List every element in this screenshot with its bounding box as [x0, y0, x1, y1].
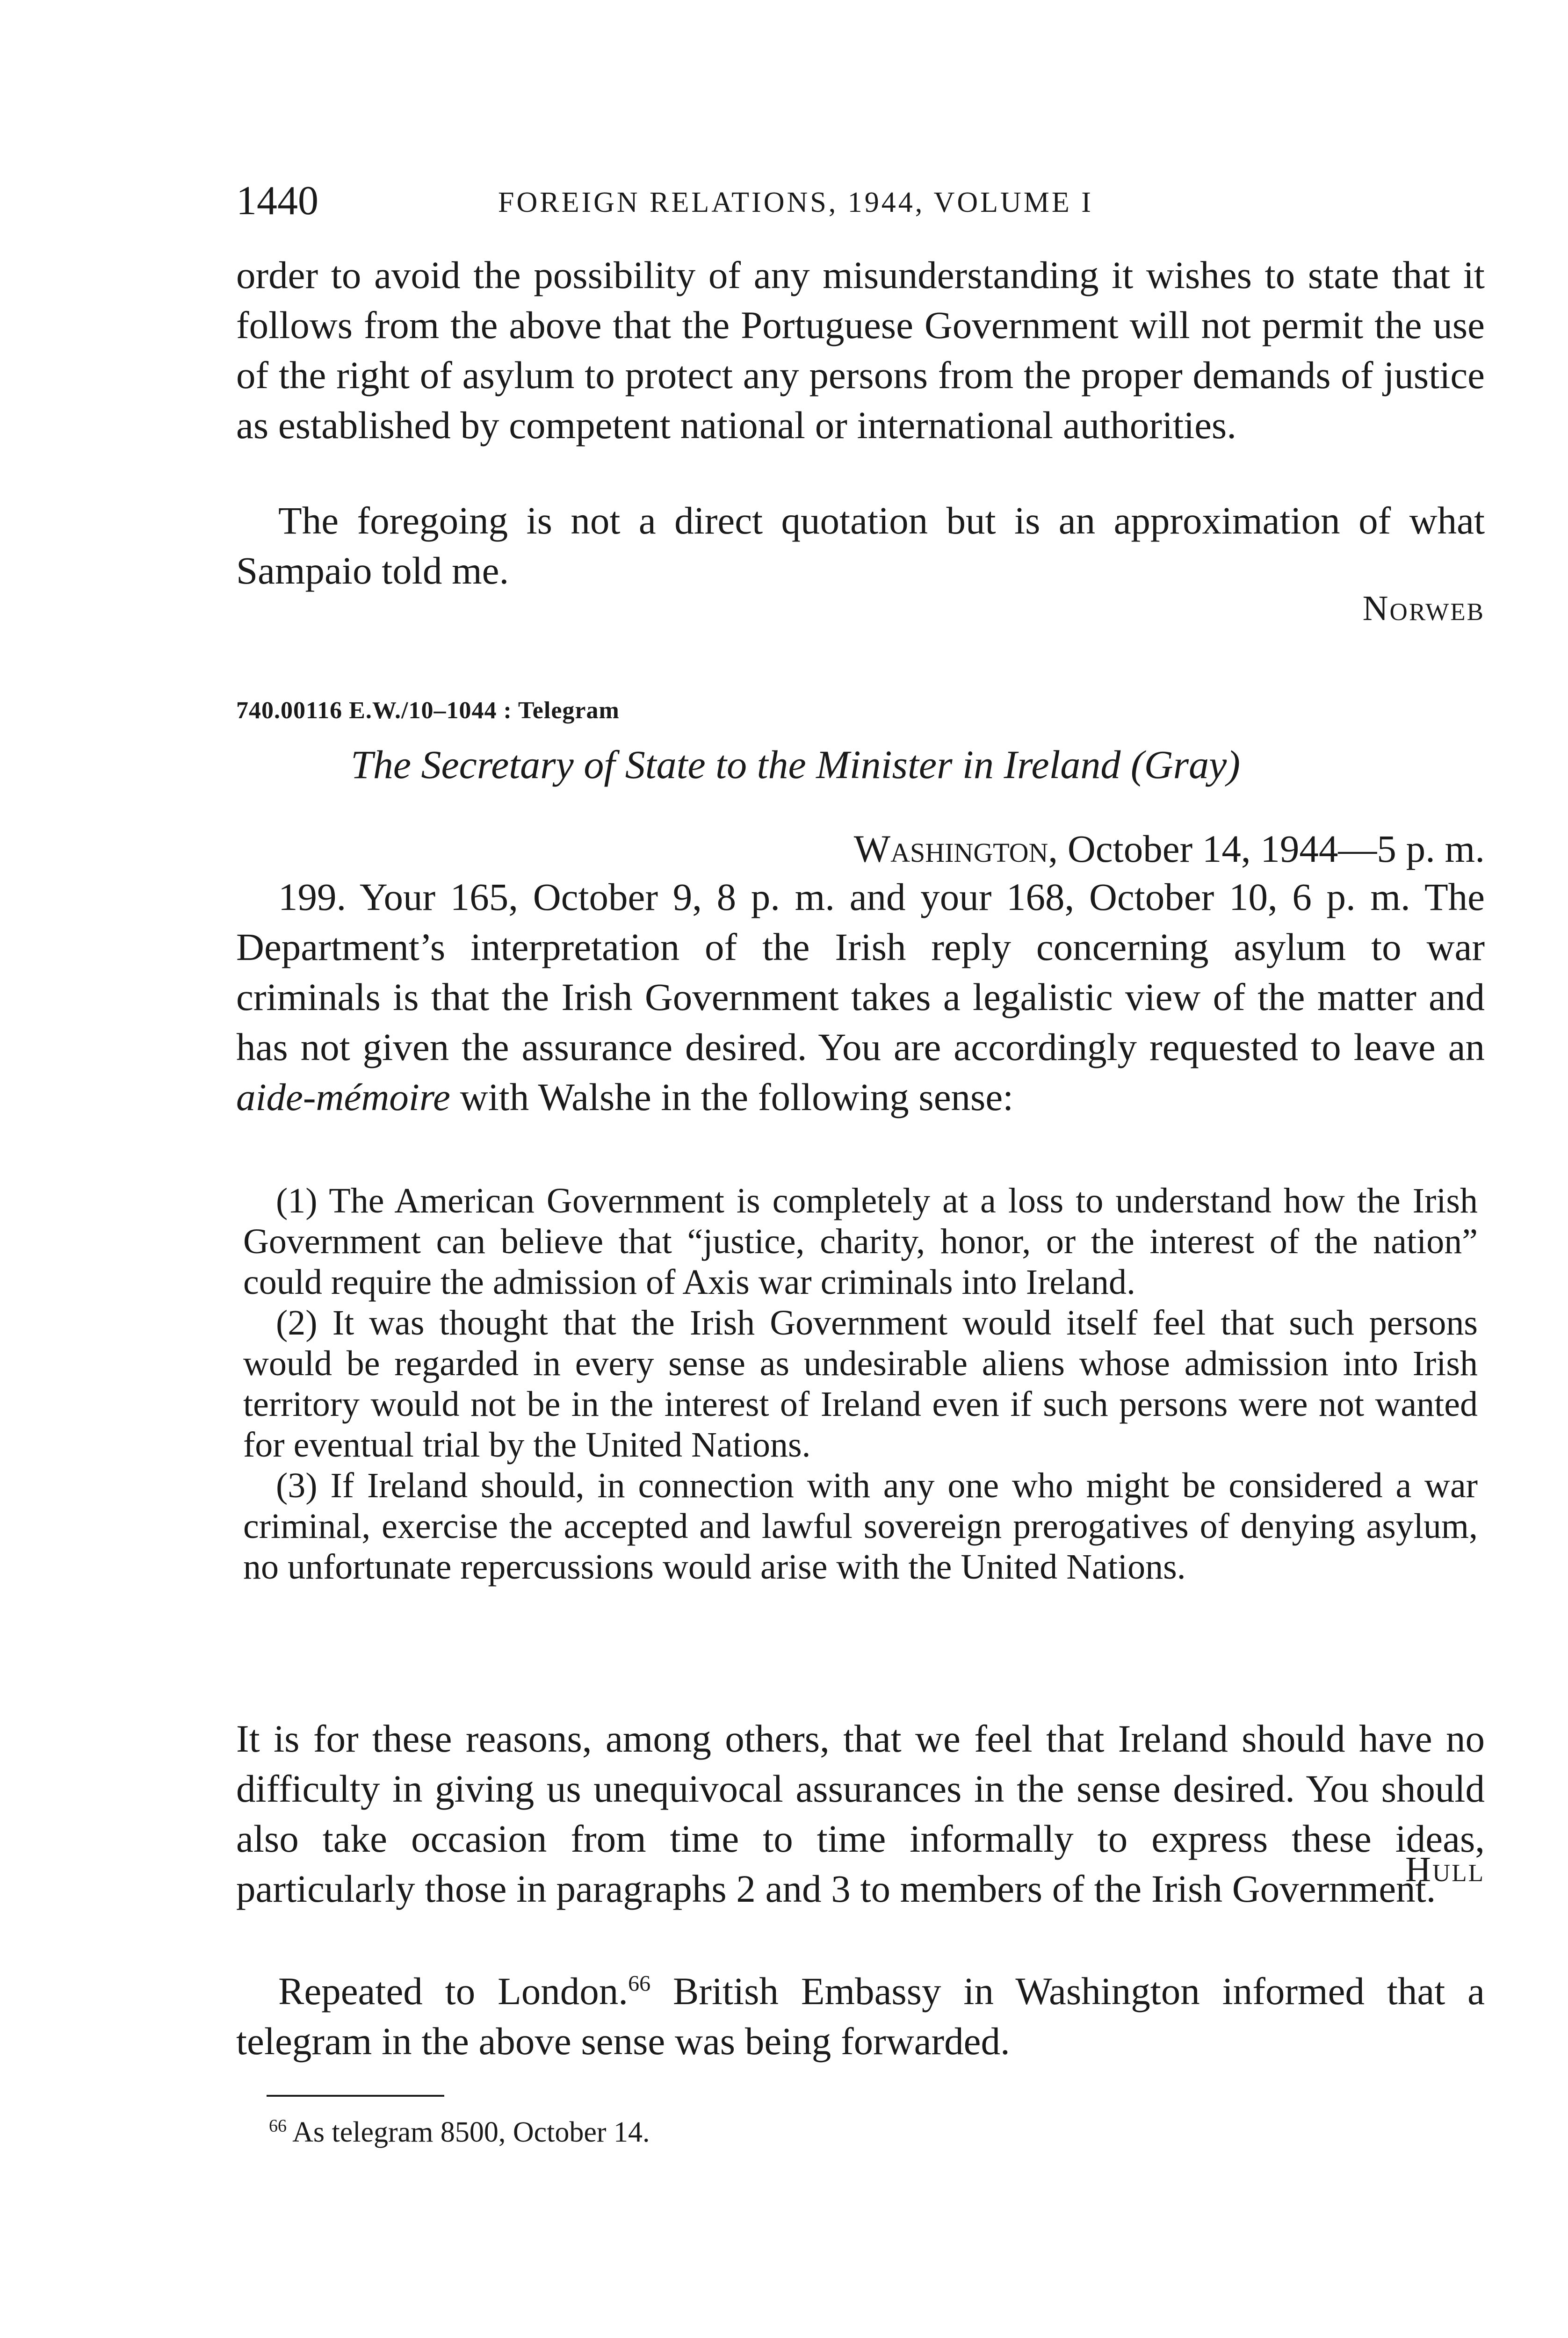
approximation-paragraph [236, 496, 1485, 596]
telegram-paragraph-2-text: It is for these reasons, among others, that we feel that Ireland should have no difficulty in giving us unequivocal assurances in the sense desired. You should also take occasion from time to time informally to express these ideas, particularly those in paragraphs 2 and 3 to members of the Irish Government. [236, 1717, 1485, 1910]
footnote [269, 2111, 650, 2153]
telegram-paragraph-1-text [236, 872, 1485, 1122]
approximation-paragraph-text: The foregoing is not a direct quotation but is an approximation of what Sampaio told me. [236, 499, 1485, 592]
telegram-paragraph-3-end: British Embassy in Washington informed that a telegram in the above sense was being forwarded. [236, 1970, 1485, 2063]
footnote-text: As telegram 8500, October 14. [292, 2116, 650, 2148]
page-number: 1440 [236, 178, 318, 224]
dateline [854, 823, 1485, 874]
signature-norweb: Norweb [1362, 589, 1485, 628]
quote-item-3: (3) If Ireland should, in connection with any one who might be considered a war criminal, exercise the accepted and lawful sovereign prerogatives of denying asylum, no unfortunate repercussions would arise with the United Nations. [243, 1466, 1478, 1587]
aide-memoire-block [243, 1181, 1478, 1588]
telegram-paragraph-1-end: with Walshe in the following sense: [460, 1075, 1014, 1118]
telegram-paragraph-2 [236, 1714, 1485, 1914]
footnote-marker: 66 [269, 2116, 287, 2136]
file-reference-number: 740.00116 E.W./10–1044 [236, 697, 497, 724]
telegram-paragraph-1-start: 199. Your 165, October 9, 8 p. m. and your 168, October 10, 6 p. m. The Department’s interpretation of the Irish reply concerning asylum to war criminals is that the Irish Government takes a legalistic view of the matter and has not given the assurance desired. You are accordingly requested to leave an [236, 875, 1485, 1068]
footnote-divider [267, 2095, 444, 2097]
signature-hull: Hull [1405, 1850, 1485, 1889]
document-title: The Secretary of State to the Minister in Ireland (Gray) [351, 742, 1240, 787]
page-header [236, 173, 1485, 229]
telegram-paragraph-3 [236, 1966, 1485, 2066]
telegram-paragraph-1 [236, 872, 1485, 1122]
quote-item-2: (2) It was thought that the Irish Government would itself feel that such persons would be regarded in every sense as undesirable aliens whose admission into Irish territory would not be in the interest of Ireland even if such persons were not wanted for eventual trial by the United Nations. [243, 1303, 1478, 1465]
telegram-paragraph-3-start: Repeated to London. [278, 1970, 629, 2013]
dateline-date: , October 14, 1944—5 p. m. [1048, 827, 1485, 870]
continuation-paragraph-text: order to avoid the possibility of any misunderstanding it wishes to state that it follows from the above that the Portuguese Government will not permit the use of the right of asylum to protect any persons from the proper demands of justice as established by competent national or international authorities. [236, 253, 1485, 447]
continuation-paragraph [236, 250, 1485, 450]
telegram-paragraph-3-text [236, 1966, 1485, 2066]
aide-memoire-term: aide-mémoire [236, 1075, 450, 1118]
file-reference-type: : Telegram [503, 697, 620, 724]
dateline-place: Washington [853, 827, 1048, 870]
file-reference [236, 692, 620, 729]
running-head: FOREIGN RELATIONS, 1944, VOLUME I [498, 187, 1093, 218]
quote-item-1: (1) The American Government is completely at a loss to understand how the Irish Government can believe that “justice, charity, honor, or the interest of the nation” could require the admission of Axis war criminals into Ireland. [243, 1181, 1478, 1302]
footnote-reference: 66 [628, 1971, 651, 1996]
